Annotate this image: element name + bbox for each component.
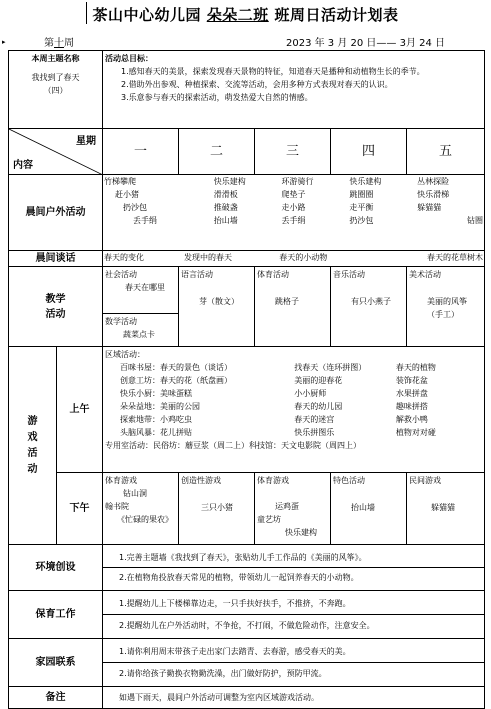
talk-item: 发现中的春天 — [184, 253, 233, 262]
week-line — [0, 34, 491, 50]
game-pm-thu: 特色活动 抬山墙 — [331, 473, 407, 545]
teaching-mon-cell — [103, 267, 179, 347]
area-item: 春天的植物 — [395, 363, 436, 372]
theme-label: 本周主题名称 — [31, 54, 80, 63]
outdoor-item: 扔沙包 — [123, 203, 147, 212]
teaching-wed-cell — [255, 267, 331, 347]
area-grid — [119, 361, 482, 439]
outdoor-item: 环游骑行 — [281, 177, 314, 186]
area-title: 区域活动： — [105, 350, 145, 359]
outdoor-item: 丛林探险 — [417, 177, 450, 186]
teaching-mon-cat2: 数学活动 — [105, 317, 137, 326]
outdoor-item: 推破盏 — [213, 203, 238, 212]
area-item: 探索地带：小鸡吃虫 — [120, 415, 192, 424]
safety-item-1: 1.提醒幼儿上下楼梯靠边走，一只手扶好扶手，不推挤，不奔跑。 — [119, 599, 351, 608]
remarks-cell — [103, 687, 485, 709]
outdoor-item: 快乐建构 — [349, 177, 382, 186]
goal-3: 3.乐意参与春天的探索活动，萌发热爱大自然的情感。 — [121, 93, 313, 102]
game-pm-mon: 体育游戏 钻山洞 翰书院 《忙碌的果农》 — [103, 473, 179, 545]
teaching-mon-cat1: 社会活动 — [105, 270, 137, 279]
family-item-2: 2.请你给孩子勤换衣物勤洗澡，出门做好防护，预防甲流。 — [103, 662, 484, 680]
morning-outdoor-grid — [103, 175, 484, 227]
teaching-tue-cat: 语言活动 — [181, 270, 213, 279]
outdoor-item: 爬垫子 — [281, 190, 306, 199]
outdoor-item: 抬山墙 — [213, 216, 238, 225]
morning-talk-label: 晨间谈话 — [9, 251, 103, 267]
area-item: 美丽的迎春花 — [294, 376, 343, 385]
day-mon: 一 — [103, 129, 179, 175]
outdoor-item: 滑滑板 — [213, 190, 238, 199]
area-item: 找春天（连环拼图） — [294, 363, 367, 372]
game-pm-fri: 民间游戏 躲猫猫 — [407, 473, 485, 545]
area-item: 趣味拼搭 — [395, 402, 428, 411]
outdoor-item: 跳圈圈 — [349, 190, 374, 199]
game-am-label: 上午 — [57, 347, 103, 473]
environment-label: 环境创设 — [9, 545, 103, 591]
area-item: 朵朵益地：美丽的公园 — [120, 402, 200, 411]
area-item: 头脑风暴：花儿拼贴 — [120, 428, 192, 437]
area-item: 装饰花盆 — [395, 376, 428, 385]
teaching-thu-item: 有只小燕子 — [351, 297, 391, 306]
remarks-label: 备注 — [9, 687, 103, 709]
family-label: 家园联系 — [9, 639, 103, 687]
teaching-thu-cell — [331, 267, 407, 347]
outdoor-item: 扔沙包 — [349, 216, 374, 225]
teaching-fri-item: 美丽的风筝（手工） — [427, 297, 467, 319]
school-name: 茶山中心幼儿园 — [92, 6, 201, 24]
day-wed: 三 — [255, 129, 331, 175]
teaching-fri-cell — [407, 267, 485, 347]
date-range: 2023 年 3 月 20 日—— 3月 24 日 — [286, 38, 446, 49]
goal-title: 活动总目标： — [105, 54, 153, 63]
teaching-tue-item: 芽（散文） — [199, 297, 239, 306]
day-tue: 二 — [179, 129, 255, 175]
area-item: 百咪书屋：春天的景色（谈话） — [120, 363, 232, 372]
theme-label-cell — [9, 51, 103, 129]
goal-1: 1.感知春天的美景，探索发现春天景物的特征，知道春天是播种和动植物生长的季节。 — [121, 67, 425, 76]
area-item: 春天的迷宫 — [294, 415, 335, 424]
talk-item: 春天的花草树木 — [427, 253, 484, 262]
area-item: 创意工坊：春天的花（纸盘画） — [120, 376, 232, 385]
safety-label: 保育工作 — [9, 591, 103, 639]
environment-item-1: 1.完善主题墙《我找到了春天》，张贴幼儿手工作品的《美丽的风筝》。 — [119, 553, 367, 562]
outdoor-item: 竹梯攀爬 — [104, 177, 136, 186]
game-pm-label: 下午 — [57, 473, 103, 545]
outdoor-item: 快乐建构 — [213, 177, 246, 186]
morning-outdoor-cell — [103, 175, 485, 251]
theme-name-sub: （四） — [43, 86, 68, 95]
area-item: 植物对对碰 — [395, 428, 436, 437]
teaching-wed-cat: 体育活动 — [257, 270, 289, 279]
game-pm-wed: 体育游戏 运鸡蛋 童艺坊 快乐建构 — [255, 473, 331, 545]
corner-mark-icon: ▸ — [2, 38, 6, 46]
day-fri: 五 — [407, 129, 485, 175]
outdoor-item: 躲猫猫 — [417, 203, 442, 212]
teaching-fri-cat: 美术活动 — [409, 270, 441, 279]
family-item-1: 1.请你利用周末带孩子走出家门去踏青、去春游，感受春天的美。 — [119, 647, 351, 656]
environment-item-2: 2.在植物角投放春天常见的植物，带领幼儿一起饲养春天的小动物。 — [103, 567, 484, 584]
teaching-mon-item1: 春天在哪里 — [125, 283, 165, 292]
area-item: 快乐拼图乐 — [294, 428, 335, 437]
class-name: 朵朵二班 — [206, 6, 269, 24]
content-label: 内容 — [13, 160, 33, 171]
week-label: 第十周 — [44, 38, 74, 49]
outdoor-item: 快乐滑梯 — [417, 190, 450, 199]
remarks-text: 如遇下雨天，晨间户外活动可调整为室内区域游戏活动。 — [119, 693, 319, 702]
game-label: 游戏活动 — [9, 347, 57, 545]
area-item: 小小厨师 — [294, 389, 327, 398]
safety-cell — [103, 591, 485, 639]
title-suffix: 班周日活动计划表 — [274, 6, 399, 24]
weekly-plan-table — [8, 50, 485, 709]
area-item: 解救小鸭 — [395, 415, 428, 424]
area-item: 水果拼盘 — [395, 389, 428, 398]
morning-talk-grid — [103, 251, 484, 264]
outdoor-item: 钻圈 — [467, 216, 484, 225]
teaching-label: 教学活动 — [9, 267, 103, 347]
theme-name: 我找到了春天 — [31, 73, 80, 82]
day-thu: 四 — [331, 129, 407, 175]
theme-goals-cell — [103, 51, 485, 129]
game-am-cell — [103, 347, 485, 473]
outdoor-item: 走平衡 — [349, 203, 374, 212]
weekday-label: 星期 — [76, 136, 96, 147]
environment-cell — [103, 545, 485, 591]
teaching-mon-item2: 蔬菜点卡 — [123, 330, 155, 339]
special-room: 专用室活动：民俗坊：蘑豆浆（周二上）科技馆：天文电影院（周四上） — [105, 441, 361, 450]
goal-2: 2.借助外出参观、种植探索、交流等活动，会用多种方式表现对春天的认识。 — [121, 80, 393, 89]
outdoor-item: 走小路 — [281, 203, 306, 212]
weekday-corner-cell — [9, 129, 103, 175]
area-item: 春天的幼儿园 — [294, 402, 343, 411]
safety-item-2: 2.提醒幼儿在户外活动时，不争抢，不打闹，不做危险动作，注意安全。 — [103, 614, 484, 632]
teaching-thu-cat: 音乐活动 — [333, 270, 365, 279]
outdoor-item: 丢手绢 — [133, 216, 157, 225]
morning-outdoor-label: 晨间户外活动 — [9, 175, 103, 251]
teaching-wed-item: 跳格子 — [275, 297, 299, 306]
page-title — [0, 4, 491, 25]
area-item: 快乐小厨：美味蛋糕 — [120, 389, 192, 398]
talk-item: 春天的小动物 — [279, 253, 328, 262]
outdoor-item: 丢手绢 — [281, 216, 306, 225]
family-cell — [103, 639, 485, 687]
morning-talk-cell — [103, 251, 485, 267]
teaching-tue-cell — [179, 267, 255, 347]
talk-item: 春天的变化 — [104, 253, 144, 262]
outdoor-item: 赶小猪 — [115, 190, 139, 199]
game-pm-tue: 创造性游戏 三只小猪 — [179, 473, 255, 545]
